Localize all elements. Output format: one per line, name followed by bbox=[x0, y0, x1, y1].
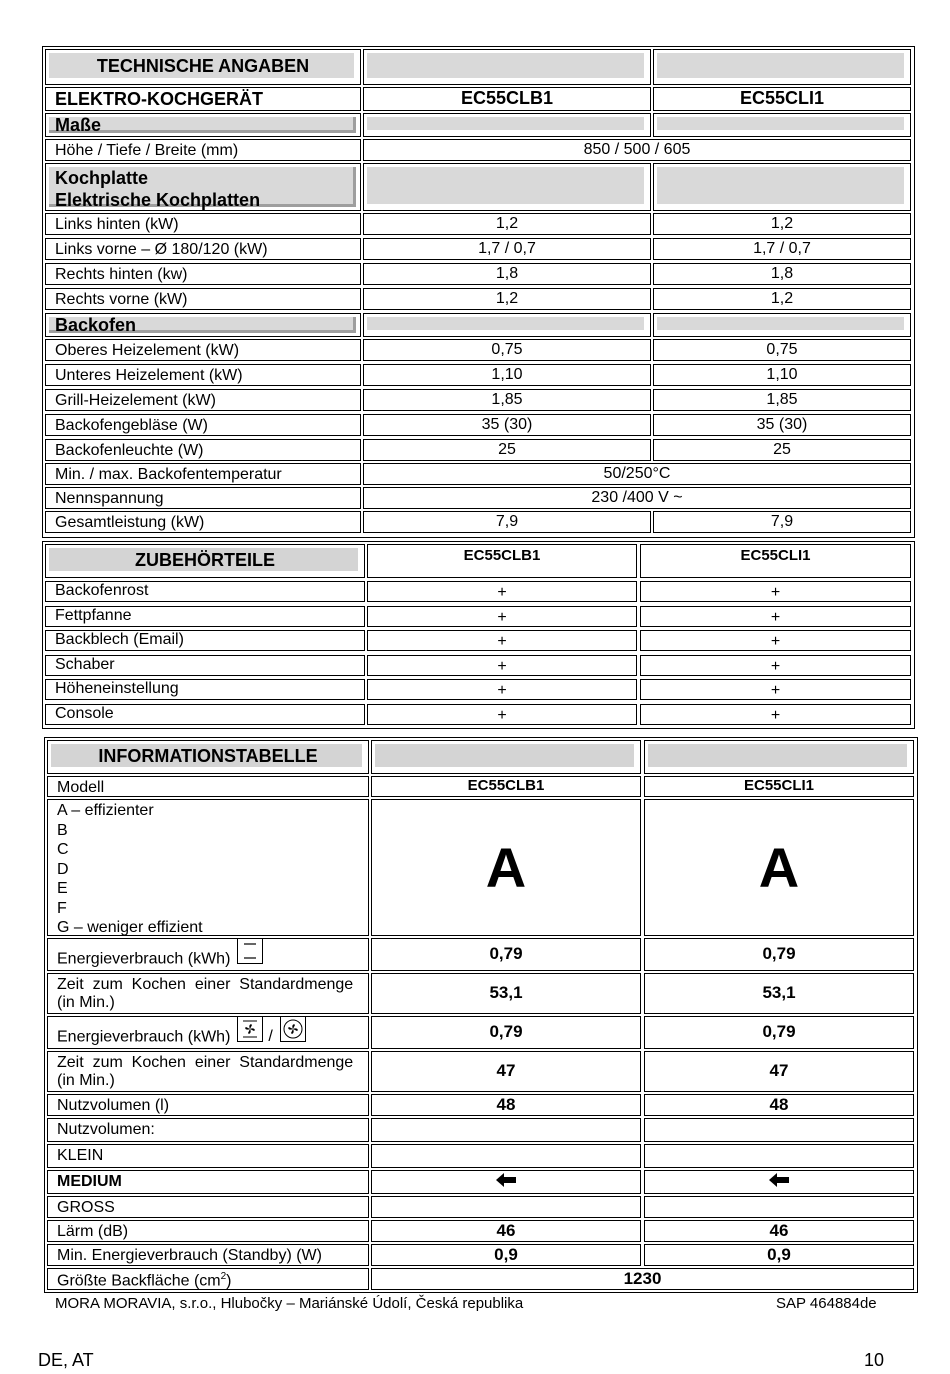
section-oven-label: Backofen bbox=[55, 315, 137, 335]
acc-title: ZUBEHÖRTEILE bbox=[134, 550, 275, 571]
section-hob-blank-1 bbox=[363, 163, 651, 211]
oven-row-label: Grill-Heizelement (kW) bbox=[45, 389, 361, 411]
hob-row-label: Links hinten (kW) bbox=[45, 213, 361, 235]
page-number: 10 bbox=[864, 1350, 885, 1370]
energy-conventional-value-1: 0,79 bbox=[371, 938, 641, 971]
energy-class-scale-item: E bbox=[57, 880, 68, 897]
time-fan-value-2: 47 bbox=[644, 1051, 914, 1092]
bake-area-unit-exponent: 2 bbox=[220, 1271, 227, 1282]
oven-row-label: Backofenleuchte (W) bbox=[45, 439, 361, 461]
noise-label: Lärm (dB) bbox=[47, 1220, 369, 1242]
volume-value-2: 48 bbox=[644, 1094, 914, 1116]
dims-label: Höhe / Tiefe / Breite (mm) bbox=[45, 139, 361, 161]
accessory-value-1: + bbox=[367, 630, 637, 651]
energy-conventional-row bbox=[47, 938, 369, 971]
acc-model-1: EC55CLB1 bbox=[367, 544, 637, 578]
accessory-value-1: + bbox=[367, 606, 637, 627]
section-dimensions-blank-2 bbox=[653, 113, 911, 137]
model-2-header: EC55CLI1 bbox=[653, 87, 911, 111]
tech-title: TECHNISCHE ANGABEN bbox=[96, 56, 310, 77]
info-title-blank-2 bbox=[644, 740, 914, 774]
temp-value: 50/250°C bbox=[363, 463, 911, 485]
energy-class-scale-item: F bbox=[57, 899, 67, 917]
info-model-1: EC55CLB1 bbox=[371, 776, 641, 797]
accessory-value-2: + bbox=[640, 606, 911, 627]
volume-size-label: Nutzvolumen: bbox=[47, 1118, 369, 1142]
energy-class-scale-item: G – weniger effizient bbox=[57, 919, 203, 936]
bake-area-label bbox=[47, 1268, 369, 1290]
time-conventional-label-line1: Zeit zum Kochen einer Standardmenge bbox=[57, 976, 354, 993]
info-model-2: EC55CLI1 bbox=[644, 776, 914, 797]
language-code: DE, AT bbox=[38, 1350, 94, 1370]
bake-area-value: 1230 bbox=[371, 1268, 914, 1290]
hob-row-label: Rechts vorne (kW) bbox=[45, 288, 361, 310]
technical-data-table bbox=[42, 46, 915, 538]
size-medium-label: MEDIUM bbox=[47, 1170, 369, 1194]
company-footer: MORA MORAVIA, s.r.o., Hlubočky – Mariánské Údolí, Česká republika bbox=[55, 1295, 524, 1312]
volume-value-1: 48 bbox=[371, 1094, 641, 1116]
size-small-blank-1 bbox=[371, 1144, 641, 1168]
oven-row-label: Oberes Heizelement (kW) bbox=[45, 339, 361, 361]
size-large-label: GROSS bbox=[47, 1196, 369, 1218]
accessory-label: Fettpfanne bbox=[45, 606, 365, 627]
hob-row-label: Rechts hinten (kw) bbox=[45, 263, 361, 285]
oven-row-value-2: 0,75 bbox=[653, 339, 911, 361]
standby-value-2: 0,9 bbox=[644, 1244, 914, 1266]
arrow-left-icon bbox=[768, 1172, 790, 1193]
section-oven bbox=[45, 313, 361, 337]
tech-title-blank-1 bbox=[363, 49, 651, 85]
bake-area-label-close: ) bbox=[226, 1272, 232, 1290]
voltage-label: Nennspannung bbox=[45, 487, 361, 509]
energy-fan-row bbox=[47, 1016, 369, 1049]
accessory-label: Schaber bbox=[45, 655, 365, 676]
volume-size-blank-1 bbox=[371, 1118, 641, 1142]
volume-size-blank-2 bbox=[644, 1118, 914, 1142]
temp-label: Min. / max. Backofentemperatur bbox=[45, 463, 361, 485]
oven-row-label: Unteres Heizelement (kW) bbox=[45, 364, 361, 386]
section-hob-blank-2 bbox=[653, 163, 911, 211]
oven-row-value-1: 1,85 bbox=[363, 389, 651, 411]
section-hob-label: Kochplatte bbox=[55, 168, 149, 188]
section-dimensions bbox=[45, 113, 361, 137]
oven-row-value-2: 1,85 bbox=[653, 389, 911, 411]
time-fan-label-line2: (in Min.) bbox=[57, 1072, 115, 1089]
energy-fan-separator: / bbox=[268, 1028, 273, 1046]
oven-row-label: Backofengebläse (W) bbox=[45, 414, 361, 436]
oven-row-value-2: 1,10 bbox=[653, 364, 911, 386]
time-conventional-value-2: 53,1 bbox=[644, 973, 914, 1014]
acc-title-cell bbox=[45, 544, 365, 578]
sap-number: SAP 464884de bbox=[776, 1295, 877, 1312]
time-conventional-label-line2: (in Min.) bbox=[57, 994, 115, 1011]
hob-row-label: Links vorne – Ø 180/120 (kW) bbox=[45, 238, 361, 260]
tech-title-blank-2 bbox=[653, 49, 911, 85]
arrow-left-icon bbox=[495, 1172, 517, 1193]
hob-row-value-1: 1,2 bbox=[363, 213, 651, 235]
fan-heating-icon bbox=[237, 1016, 263, 1042]
energy-conventional-value-2: 0,79 bbox=[644, 938, 914, 971]
noise-value-2: 46 bbox=[644, 1220, 914, 1242]
total-power-value-2: 7,9 bbox=[653, 511, 911, 533]
energy-class-scale bbox=[47, 799, 369, 936]
energy-class-scale-item: C bbox=[57, 841, 69, 858]
size-large-blank-2 bbox=[644, 1196, 914, 1218]
noise-value-1: 46 bbox=[371, 1220, 641, 1242]
oven-row-value-2: 25 bbox=[653, 439, 911, 461]
accessory-label: Backofenrost bbox=[45, 581, 365, 602]
section-hob-sublabel: Elektrische Kochplatten bbox=[55, 190, 261, 210]
oven-row-value-1: 25 bbox=[363, 439, 651, 461]
energy-fan-value-2: 0,79 bbox=[644, 1016, 914, 1049]
accessory-value-1: + bbox=[367, 655, 637, 676]
oven-row-value-1: 35 (30) bbox=[363, 414, 651, 436]
hob-row-value-1: 1,8 bbox=[363, 263, 651, 285]
oven-row-value-1: 0,75 bbox=[363, 339, 651, 361]
accessory-value-2: + bbox=[640, 704, 911, 725]
hob-row-value-2: 1,7 / 0,7 bbox=[653, 238, 911, 260]
info-title-blank-1 bbox=[371, 740, 641, 774]
standby-value-1: 0,9 bbox=[371, 1244, 641, 1266]
accessory-value-2: + bbox=[640, 655, 911, 676]
information-table bbox=[44, 737, 918, 1293]
model-1-header: EC55CLB1 bbox=[363, 87, 651, 111]
time-conventional-value-1: 53,1 bbox=[371, 973, 641, 1014]
standby-label: Min. Energieverbrauch (Standby) (W) bbox=[47, 1244, 369, 1266]
time-conventional-label bbox=[47, 973, 369, 1014]
section-dimensions-label: Maße bbox=[55, 115, 102, 135]
time-fan-value-1: 47 bbox=[371, 1051, 641, 1092]
hob-row-value-1: 1,2 bbox=[363, 288, 651, 310]
energy-conventional-label: Energieverbrauch (kWh) bbox=[57, 950, 231, 968]
energy-fan-label: Energieverbrauch (kWh) bbox=[57, 1028, 231, 1046]
info-title-cell bbox=[47, 740, 369, 774]
section-dimensions-blank-1 bbox=[363, 113, 651, 137]
dims-value: 850 / 500 / 605 bbox=[363, 139, 911, 161]
section-oven-blank-1 bbox=[363, 313, 651, 337]
info-title: INFORMATIONSTABELLE bbox=[98, 746, 318, 767]
bake-area-label-text: Größte Backfläche (cm bbox=[57, 1272, 221, 1290]
device-label: ELEKTRO-KOCHGERÄT bbox=[45, 87, 361, 111]
volume-label: Nutzvolumen (l) bbox=[47, 1094, 369, 1116]
section-hob bbox=[45, 163, 361, 211]
accessory-value-2: + bbox=[640, 679, 911, 700]
size-large-blank-1 bbox=[371, 1196, 641, 1218]
hob-row-value-1: 1,7 / 0,7 bbox=[363, 238, 651, 260]
accessory-value-1: + bbox=[367, 704, 637, 725]
energy-class-scale-item: D bbox=[57, 860, 69, 878]
accessories-table bbox=[42, 541, 915, 729]
voltage-value: 230 /400 V ~ bbox=[363, 487, 911, 509]
time-fan-label-line1: Zeit zum Kochen einer Standardmenge bbox=[57, 1054, 354, 1071]
acc-model-2: EC55CLI1 bbox=[640, 544, 911, 578]
tech-title-cell bbox=[45, 49, 361, 85]
accessory-value-1: + bbox=[367, 679, 637, 700]
energy-class-value-2: A bbox=[644, 799, 914, 936]
accessory-value-1: + bbox=[367, 581, 637, 602]
hob-row-value-2: 1,8 bbox=[653, 263, 911, 285]
size-small-label: KLEIN bbox=[47, 1144, 369, 1168]
accessory-value-2: + bbox=[640, 630, 911, 651]
conventional-heating-icon bbox=[237, 938, 263, 964]
oven-row-value-2: 35 (30) bbox=[653, 414, 911, 436]
size-medium-marker-1 bbox=[371, 1170, 641, 1194]
accessory-label: Backblech (Email) bbox=[45, 630, 365, 651]
size-medium-marker-2 bbox=[644, 1170, 914, 1194]
size-small-blank-2 bbox=[644, 1144, 914, 1168]
accessory-value-2: + bbox=[640, 581, 911, 602]
time-fan-label bbox=[47, 1051, 369, 1092]
fan-circle-icon bbox=[280, 1016, 306, 1042]
energy-class-scale-item: A – effizienter bbox=[57, 802, 154, 819]
section-oven-blank-2 bbox=[653, 313, 911, 337]
accessory-label: Höheneinstellung bbox=[45, 679, 365, 700]
energy-class-scale-item: B bbox=[57, 821, 68, 839]
accessory-label: Console bbox=[45, 704, 365, 725]
hob-row-value-2: 1,2 bbox=[653, 288, 911, 310]
hob-row-value-2: 1,2 bbox=[653, 213, 911, 235]
energy-class-value-1: A bbox=[371, 799, 641, 936]
energy-fan-value-1: 0,79 bbox=[371, 1016, 641, 1049]
model-label: Modell bbox=[47, 776, 369, 797]
oven-row-value-1: 1,10 bbox=[363, 364, 651, 386]
total-power-label: Gesamtleistung (kW) bbox=[45, 511, 361, 533]
total-power-value-1: 7,9 bbox=[363, 511, 651, 533]
